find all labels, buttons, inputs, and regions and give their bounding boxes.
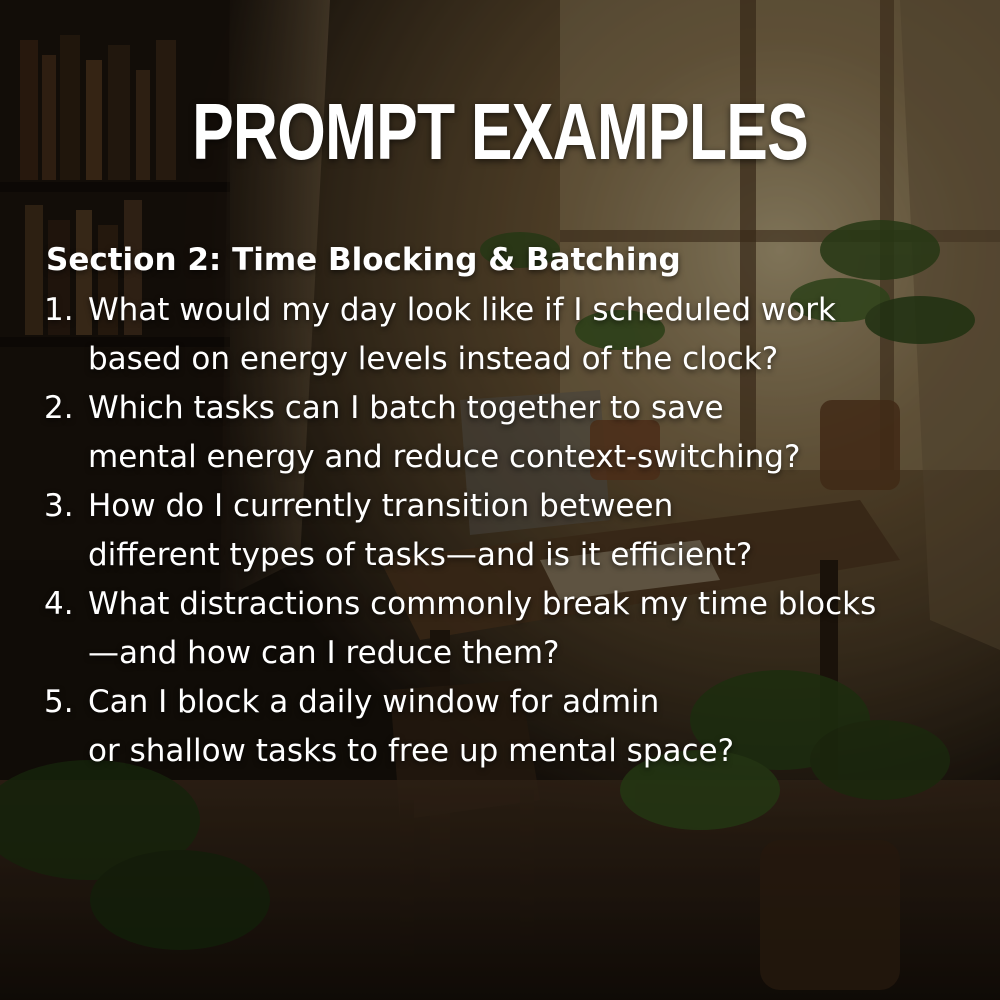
item-text-line: What would my day look like if I scheduled work [88,292,836,328]
item-text-line: —and how can I reduce them? [88,635,560,671]
item-number: 5. [44,684,74,720]
item-text-line: What distractions commonly break my time blocks [88,586,877,622]
item-text-line: or shallow tasks to free up mental space? [88,733,735,769]
item-number: 2. [44,390,74,426]
item-text-line: Can I block a daily window for admin [88,684,660,720]
item-text-line: different types of tasks—and is it efficient? [88,537,753,573]
item-text-line: based on energy levels instead of the clock? [88,341,779,377]
item-number: 4. [44,586,74,622]
page-title: PROMPT EXAMPLES [192,87,808,176]
item-number: 3. [44,488,74,524]
item-text-line: How do I currently transition between [88,488,674,524]
item-text-line: Which tasks can I batch together to save [88,390,724,426]
item-number: 1. [44,292,74,328]
section-heading: Section 2: Time Blocking & Batching [46,242,681,278]
item-text-line: mental energy and reduce context-switching? [88,439,801,475]
